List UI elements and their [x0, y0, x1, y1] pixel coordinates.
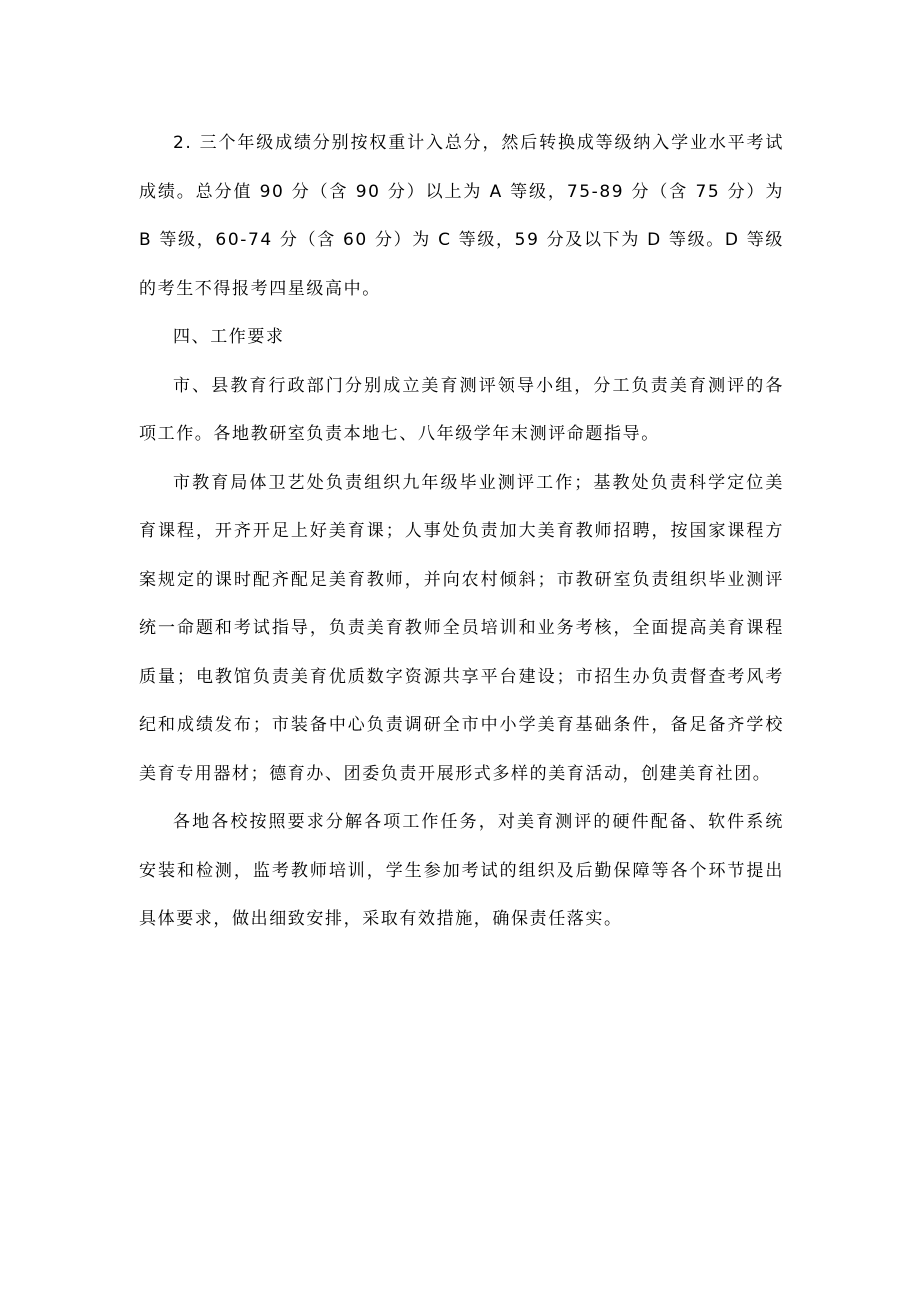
paragraph-department-duties: 市教育局体卫艺处负责组织九年级毕业测评工作；基教处负责科学定位美育课程，开齐开足上好美育课；人事处负责加大美育教师招聘，按国家课程方案规定的课时配齐配足美育教师，并向农村倾斜；市教研室负责组织毕业测评统一命题和考试指导，负责美育教师全员培训和业务考核，全面提高美育课程质量；电教馆负责美育优质数字资源共享平台建设；市招生办负责督查考风考纪和成绩发布；市装备中心负责调研全市中小学美育基础条件，备足备齐学校美育专用器材；德育办、团委负责开展形式多样的美育活动，创建美育社团。 — [139, 472, 784, 784]
paragraph-leadership-group: 市、县教育行政部门分别成立美育测评领导小组，分工负责美育测评的各项工作。各地教研室负责本地七、八年级学年末测评命题指导。 — [139, 375, 784, 444]
section-heading-work-requirements: 四、工作要求 — [173, 327, 285, 347]
paragraph-school-tasks: 各地各校按照要求分解各项工作任务，对美育测评的硬件配备、软件系统安装和检测，监考教师培训，学生参加考试的组织及后勤保障等各个环节提出具体要求，做出细致安排，采取有效措施，确保责任落实。 — [139, 812, 784, 929]
paragraph-grade-conversion: 2. 三个年级成绩分别按权重计入总分，然后转换成等级纳入学业水平考试成绩。总分值 90 分（含 90 分）以上为 A 等级，75-89 分（含 75 分）为 B 等级，60-74 分（含 60 分）为 C 等级，59 分及以下为 D 等级。D 等级的考生不得报考四星级高中。 — [139, 133, 784, 299]
document-body — [139, 119, 784, 944]
